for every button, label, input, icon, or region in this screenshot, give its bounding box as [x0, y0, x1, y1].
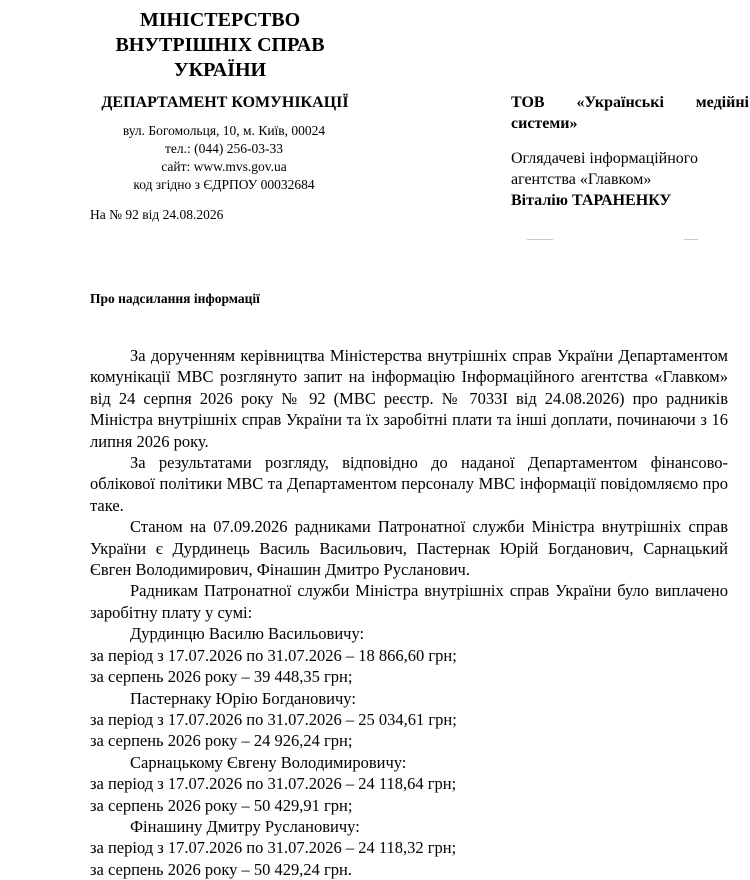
body-paragraph: За результатами розгляду, відповідно до наданої Департаментом фінансово-облікової політики МВС та Департаментом персоналу МВС інформації повідомляємо про таке. — [90, 453, 728, 515]
website: сайт: www.mvs.gov.ua — [161, 159, 287, 174]
salary-line: за серпень 2026 року – 24 926,24 грн; — [90, 731, 353, 751]
advisor-name: Пастернаку Юрію Богдановичу: — [130, 688, 356, 708]
body-paragraph: За дорученням керівництва Міністерства внутрішніх справ України Департаментом комунікації МВС розглянуто запит на інформацію Інформаційного агентства «Главком» від 24 серпня 2026 року № 92 (МВС реєстр. № 7033І від 24.08.2026) про радників Міністра внутрішніх справ України та їх заробітні плати та інші доплати, починаючи з 16 липня 2026 року. — [90, 346, 728, 451]
salary-line: за серпень 2026 року – 50 429,24 грн. — [90, 859, 352, 879]
ministry-title — [60, 8, 380, 83]
body-paragraph: Радникам Патронатної служби Міністра внутрішніх справ України було виплачено заробітну плату у сумі: — [90, 581, 728, 622]
salary-entry — [90, 688, 728, 752]
advisor-name: Фінашину Дмитру Руслановичу: — [130, 816, 360, 836]
salary-entry — [90, 752, 728, 816]
recipient-name: Віталію ТАРАНЕНКУ — [511, 192, 672, 209]
body-paragraph: Станом на 07.09.2026 радниками Патронатної служби Міністра внутрішніх справ України є Дурдинець Василь Васильович, Пастернак Юрій Богданович, Сарнацький Євген Володимирович, Фінашин Дмитро Русланович. — [90, 517, 728, 580]
recipient-organization: ТОВ «Українські медійні системи» — [511, 94, 749, 132]
salary-entry — [90, 816, 728, 880]
scan-mark — [684, 239, 698, 240]
ministry-line: ВНУТРІШНІХ СПРАВ — [115, 34, 325, 56]
scan-mark — [527, 239, 553, 240]
salary-line: за серпень 2026 року – 50 429,91 грн; — [90, 795, 353, 815]
salary-line: за період з 17.07.2026 по 31.07.2026 – 18 866,60 грн; — [90, 645, 457, 665]
reference-number: На № 92 від 24.08.2026 — [90, 207, 224, 222]
ministry-line: УКРАЇНИ — [173, 59, 267, 81]
salary-line: за період з 17.07.2026 по 31.07.2026 – 24 118,32 грн; — [90, 838, 457, 858]
recipient-role: Оглядачеві інформаційного агентства «Главком» — [511, 150, 698, 188]
edrpou-code: код згідно з ЄДРПОУ 00032684 — [133, 177, 315, 192]
salary-line: за серпень 2026 року – 39 448,35 грн; — [90, 667, 353, 687]
salary-entry — [90, 623, 728, 687]
address: вул. Богомольця, 10, м. Київ, 00024 — [122, 123, 326, 138]
advisor-name: Дурдинцю Василю Васильовичу: — [130, 624, 365, 644]
ministry-line: МІНІСТЕРСТВО — [139, 9, 301, 31]
advisor-name: Сарнацькому Євгену Володимировичу: — [130, 752, 407, 772]
contact-block — [60, 122, 388, 194]
recipient-block — [511, 92, 749, 211]
letter-subject: Про надсилання інформації — [90, 291, 260, 306]
letter-body — [90, 345, 728, 880]
salary-line: за період з 17.07.2026 по 31.07.2026 – 25 034,61 грн; — [90, 709, 457, 729]
phone: тел.: (044) 256-03-33 — [165, 141, 283, 156]
salary-line: за період з 17.07.2026 по 31.07.2026 – 24 118,64 грн; — [90, 774, 457, 794]
department-name: ДЕПАРТАМЕНТ КОМУНІКАЦІЇ — [101, 94, 349, 111]
